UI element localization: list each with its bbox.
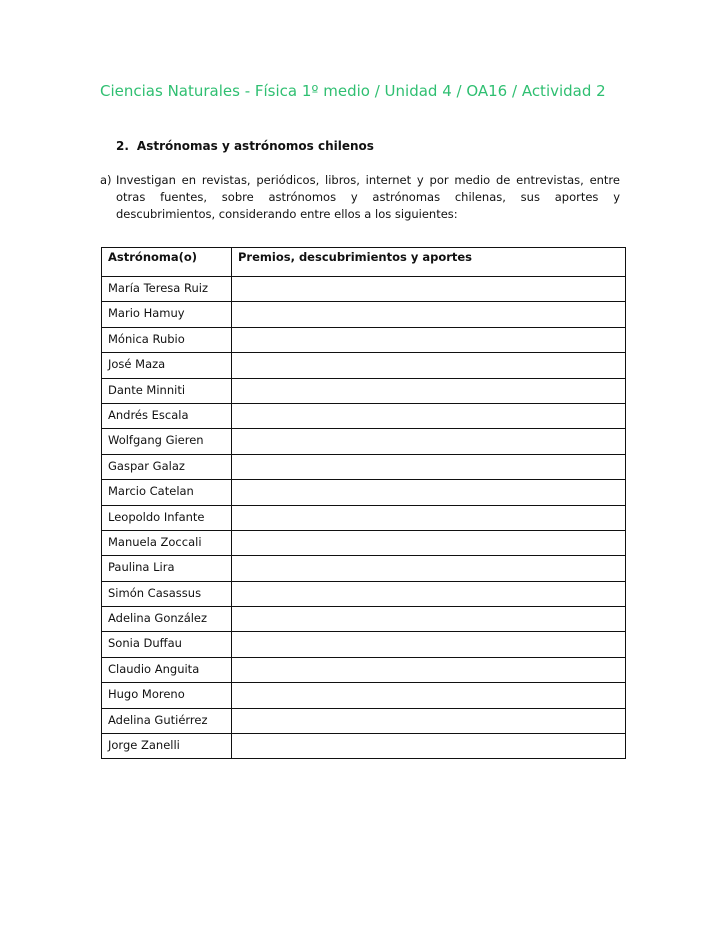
contributions-cell[interactable] [232,505,626,530]
contributions-cell[interactable] [232,556,626,581]
astronomer-name: Sonia Duffau [102,632,232,657]
contributions-cell[interactable] [232,530,626,555]
contributions-cell[interactable] [232,378,626,403]
contributions-cell[interactable] [232,327,626,352]
contributions-cell[interactable] [232,734,626,759]
table-row [102,657,626,682]
table-row [102,607,626,632]
contributions-cell[interactable] [232,480,626,505]
astronomer-name: Hugo Moreno [102,683,232,708]
astronomer-name: Wolfgang Gieren [102,429,232,454]
astronomer-name: Mónica Rubio [102,327,232,352]
document-header: Ciencias Naturales - Física 1º medio / Unidad 4 / OA16 / Actividad 2 [100,82,606,100]
table-row [102,480,626,505]
instruction [100,172,620,223]
contributions-cell[interactable] [232,607,626,632]
contributions-cell[interactable] [232,581,626,606]
instruction-text: Investigan en revistas, periódicos, libros, internet y por medio de entrevistas, entre otras fuentes, sobre astrónomos y astrónomas chilenas, sus aportes y descubrimientos, considerando entre ellos a los siguientes: [116,173,620,221]
contributions-cell[interactable] [232,657,626,682]
astronomer-name: María Teresa Ruiz [102,277,232,302]
astronomer-name: José Maza [102,353,232,378]
instruction-label: a) [100,173,112,187]
astronomer-name: Gaspar Galaz [102,454,232,479]
contributions-cell[interactable] [232,454,626,479]
table-row [102,734,626,759]
contributions-cell[interactable] [232,429,626,454]
contributions-cell[interactable] [232,302,626,327]
table-row [102,403,626,428]
table-header-row [102,248,626,277]
contributions-cell[interactable] [232,632,626,657]
contributions-cell[interactable] [232,403,626,428]
table-row [102,454,626,479]
table-row [102,632,626,657]
section-number: 2. [116,139,129,153]
table-row [102,556,626,581]
astronomer-name: Mario Hamuy [102,302,232,327]
astronomer-name: Marcio Catelan [102,480,232,505]
astronomer-name: Simón Casassus [102,581,232,606]
table-row [102,429,626,454]
astronomer-name: Andrés Escala [102,403,232,428]
contributions-cell[interactable] [232,708,626,733]
section-title: Astrónomas y astrónomos chilenos [136,139,374,153]
contributions-cell[interactable] [232,683,626,708]
table-row [102,683,626,708]
column-header-astronomer: Astrónoma(o) [102,248,232,277]
column-header-contributions: Premios, descubrimientos y aportes [232,248,626,277]
astronomer-name: Claudio Anguita [102,657,232,682]
table-row [102,327,626,352]
section-heading [116,139,374,153]
astronomers-table [101,247,626,759]
astronomer-name: Adelina González [102,607,232,632]
table-row [102,302,626,327]
astronomer-name: Paulina Lira [102,556,232,581]
table-row [102,378,626,403]
astronomer-name: Dante Minniti [102,378,232,403]
contributions-cell[interactable] [232,353,626,378]
table-row [102,277,626,302]
astronomer-name: Leopoldo Infante [102,505,232,530]
astronomer-name: Adelina Gutiérrez [102,708,232,733]
table-row [102,353,626,378]
astronomer-name: Jorge Zanelli [102,734,232,759]
table-row [102,708,626,733]
table-row [102,505,626,530]
astronomer-name: Manuela Zoccali [102,530,232,555]
table-row [102,530,626,555]
contributions-cell[interactable] [232,277,626,302]
table-row [102,581,626,606]
